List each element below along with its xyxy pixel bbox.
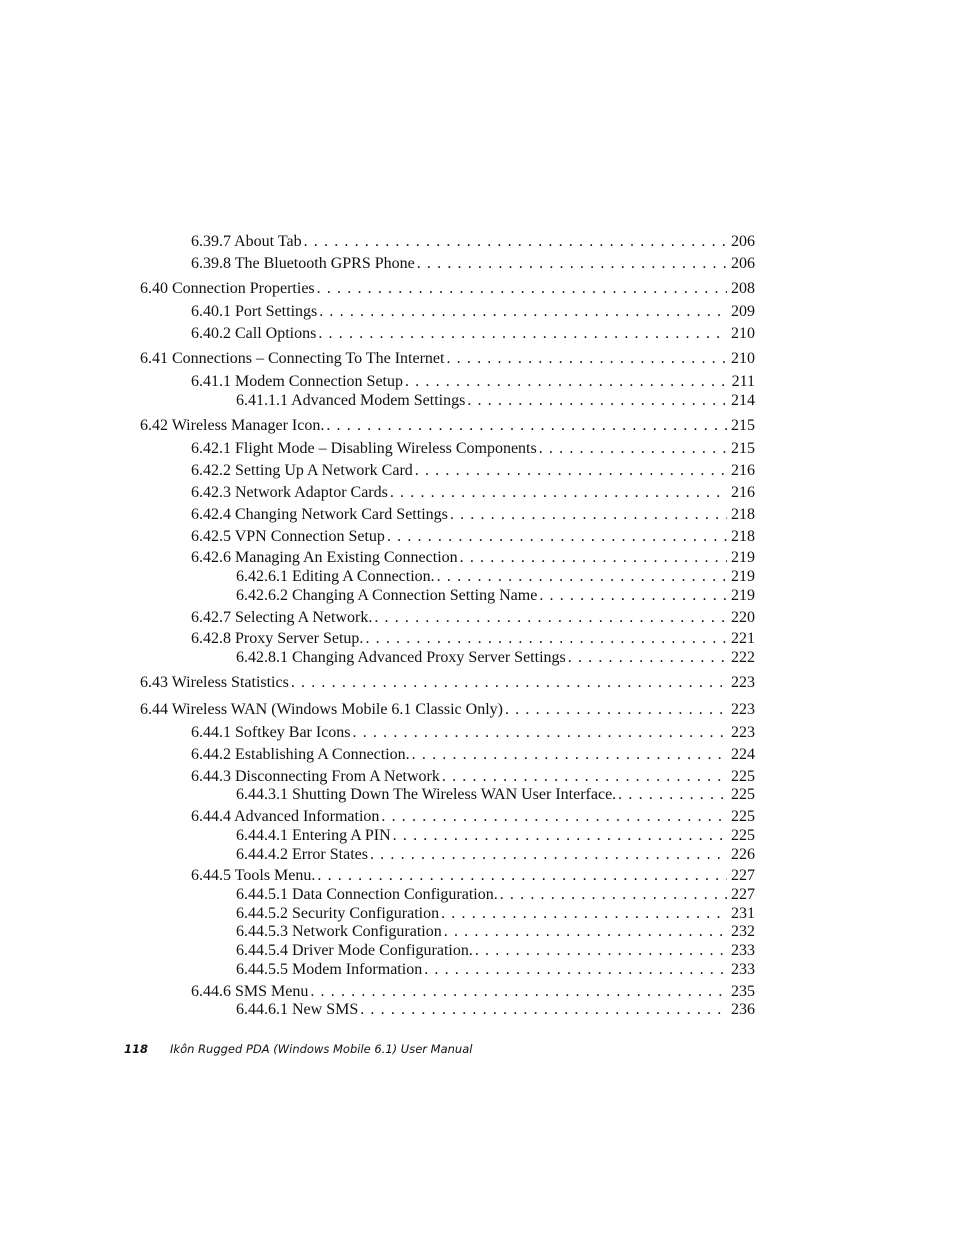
dot-leader [618,786,727,804]
toc-entry-page: 225 [731,768,755,785]
toc-entry-title: 6.41.1 Modem Connection Setup [191,373,403,390]
toc-entry[interactable] [191,506,755,524]
dot-leader [291,674,727,692]
dot-leader [424,961,727,979]
toc-entry[interactable] [191,630,755,648]
toc-entry-title: 6.42.3 Network Adaptor Cards [191,484,388,501]
toc-entry-page: 218 [731,528,755,545]
toc-entry-page: 231 [731,905,755,922]
toc-entry-page: 223 [731,724,755,741]
toc-entry-page: 209 [731,303,755,320]
dot-leader [405,373,728,391]
toc-entry[interactable] [191,325,755,343]
dot-leader [539,587,727,605]
dot-leader [319,303,727,321]
toc-entry-title: 6.44.5 Tools Menu. [191,867,316,884]
toc-entry[interactable] [236,923,755,941]
toc-entry-title: 6.44.5.5 Modem Information [236,961,423,978]
toc-entry-title: 6.44.3.1 Shutting Down The Wireless WAN User Interface. [236,786,617,803]
dot-leader [390,484,727,502]
toc-entry-title: 6.39.8 The Bluetooth GPRS Phone [191,255,415,272]
toc-entry-page: 219 [731,568,755,585]
dot-leader [442,768,727,786]
dot-leader [310,983,727,1001]
footer-manual-title: Ikôn Rugged PDA (Windows Mobile 6.1) User Manual [170,1042,473,1056]
toc-entry-title: 6.44.1 Softkey Bar Icons [191,724,351,741]
toc-entry[interactable] [191,746,755,764]
toc-entry-title: 6.44.5.1 Data Connection Configuration. [236,886,498,903]
toc-entry-title: 6.42.6 Managing An Existing Connection [191,549,458,566]
toc-entry-title: 6.42.6.2 Changing A Connection Setting Name [236,587,538,604]
toc-entry-page: 221 [731,630,755,647]
dot-leader [304,233,727,251]
dot-leader [505,701,727,719]
toc-entry-title: 6.44.4.1 Entering A PIN [236,827,391,844]
toc-entry[interactable] [191,233,755,251]
toc-entry[interactable] [191,724,755,742]
toc-entry[interactable] [236,568,755,586]
dot-leader [360,1001,727,1019]
toc-entry-page: 233 [731,961,755,978]
toc-entry-page: 210 [731,350,755,367]
toc-entry[interactable] [191,609,755,627]
toc-entry-title: 6.42.2 Setting Up A Network Card [191,462,413,479]
toc-entry[interactable] [191,528,755,546]
dot-leader [441,905,727,923]
toc-entry-title: 6.40.1 Port Settings [191,303,318,320]
toc-entry[interactable] [191,255,755,273]
toc-entry-title: 6.44.2 Establishing A Connection. [191,746,410,763]
toc-entry[interactable] [191,549,755,567]
toc-entry-title: 6.42 Wireless Manager Icon. [140,417,325,434]
toc-entry[interactable] [236,587,755,605]
toc-entry-page: 236 [731,1001,755,1018]
toc-entry-page: 206 [731,255,755,272]
dot-leader [450,506,727,524]
toc-entry[interactable] [191,867,755,885]
toc-entry[interactable] [191,440,755,458]
toc-entry-page: 208 [731,280,755,297]
toc-entry[interactable] [140,417,755,435]
dot-leader [539,440,727,458]
toc-entry-title: 6.44.6.1 New SMS [236,1001,359,1018]
toc-entry[interactable] [236,961,755,979]
toc-entry-page: 223 [731,701,755,718]
dot-leader [467,392,727,410]
dot-leader [415,462,727,480]
toc-entry-page: 211 [731,373,755,390]
dot-leader [387,528,727,546]
dot-leader [381,808,727,826]
toc-entry-title: 6.42.4 Changing Network Card Settings [191,506,448,523]
toc-entry-page: 225 [731,808,755,825]
toc-entry-page: 222 [731,649,755,666]
toc-entry-title: 6.44.5.3 Network Configuration [236,923,442,940]
toc-entry-title: 6.42.6.1 Editing A Connection. [236,568,435,585]
toc-entry-page: 233 [731,942,755,959]
toc-entry-page: 214 [731,392,755,409]
dot-leader [444,923,727,941]
toc-entry[interactable] [140,674,755,692]
dot-leader [412,746,727,764]
dot-leader [417,255,727,273]
dot-leader [317,280,727,298]
toc-entry[interactable] [236,649,755,667]
toc-entry-page: 223 [731,674,755,691]
toc-entry-page: 225 [731,786,755,803]
toc-entry-title: 6.44.5.4 Driver Mode Configuration. [236,942,473,959]
toc-entry-title: 6.44.6 SMS Menu [191,983,309,1000]
toc-entry-title: 6.42.8.1 Changing Advanced Proxy Server Settings [236,649,566,666]
toc-entry[interactable] [191,983,755,1001]
toc-entry[interactable] [236,827,755,845]
dot-leader [437,568,727,586]
dot-leader [365,630,727,648]
toc-entry-page: 232 [731,923,755,940]
toc-entry-page: 218 [731,506,755,523]
toc-entry[interactable] [140,350,755,368]
toc-entry-title: 6.44.4 Advanced Information [191,808,380,825]
toc-entry-title: 6.40 Connection Properties [140,280,315,297]
toc-entry[interactable] [236,846,755,864]
toc-entry-page: 227 [731,867,755,884]
toc-entry-title: 6.42.8 Proxy Server Setup. [191,630,364,647]
toc-entry[interactable] [140,280,755,298]
toc-entry-title: 6.44.4.2 Error States [236,846,368,863]
dot-leader [500,886,727,904]
toc-entry-title: 6.42.7 Selecting A Network. [191,609,373,626]
dot-leader [374,609,727,627]
toc-entry-title: 6.44 Wireless WAN (Windows Mobile 6.1 Classic Only) [140,701,503,718]
toc-entry-title: 6.42.1 Flight Mode – Disabling Wireless Components [191,440,537,457]
toc-entry[interactable] [191,808,755,826]
page-footer [124,1042,472,1056]
dot-leader [317,867,727,885]
dot-leader [318,325,727,343]
toc-entry[interactable] [140,701,755,719]
toc-entry-title: 6.41.1.1 Advanced Modem Settings [236,392,466,409]
toc-entry[interactable] [191,484,755,502]
toc-entry-page: 216 [731,462,755,479]
dot-leader [460,549,727,567]
toc-entry[interactable] [191,373,755,391]
toc-entry-page: 226 [731,846,755,863]
toc-entry-title: 6.41 Connections – Connecting To The Internet [140,350,445,367]
toc-entry[interactable] [236,392,755,410]
toc-entry-title: 6.42.5 VPN Connection Setup [191,528,385,545]
dot-leader [393,827,727,845]
toc-entry[interactable] [236,905,755,923]
toc-entry-page: 235 [731,983,755,1000]
toc-entry-page: 225 [731,827,755,844]
toc-entry-page: 210 [731,325,755,342]
dot-leader [568,649,727,667]
toc-entry-page: 215 [731,440,755,457]
toc-entry[interactable] [236,942,755,960]
toc-entry-page: 227 [731,886,755,903]
footer-page-number: 118 [124,1042,149,1056]
toc-entry-title: 6.43 Wireless Statistics [140,674,289,691]
toc-entry-page: 215 [731,417,755,434]
toc-entry-page: 206 [731,233,755,250]
toc-entry[interactable] [236,886,755,904]
toc-entry-title: 6.40.2 Call Options [191,325,317,342]
dot-leader [353,724,727,742]
toc-entry-page: 219 [731,549,755,566]
toc-entry-title: 6.44.3 Disconnecting From A Network [191,768,440,785]
toc-entry-title: 6.39.7 About Tab [191,233,302,250]
toc-entry-page: 216 [731,484,755,501]
toc-entry-title: 6.44.5.2 Security Configuration [236,905,440,922]
toc-entry[interactable] [191,768,755,786]
dot-leader [446,350,727,368]
dot-leader [326,417,727,435]
toc-entry-page: 224 [731,746,755,763]
toc-entry[interactable] [191,303,755,321]
toc-entry-page: 220 [731,609,755,626]
toc-entry[interactable] [236,786,755,804]
toc-entry[interactable] [191,462,755,480]
toc-entry-page: 219 [731,587,755,604]
toc-entry[interactable] [236,1001,755,1019]
dot-leader [370,846,727,864]
dot-leader [475,942,727,960]
